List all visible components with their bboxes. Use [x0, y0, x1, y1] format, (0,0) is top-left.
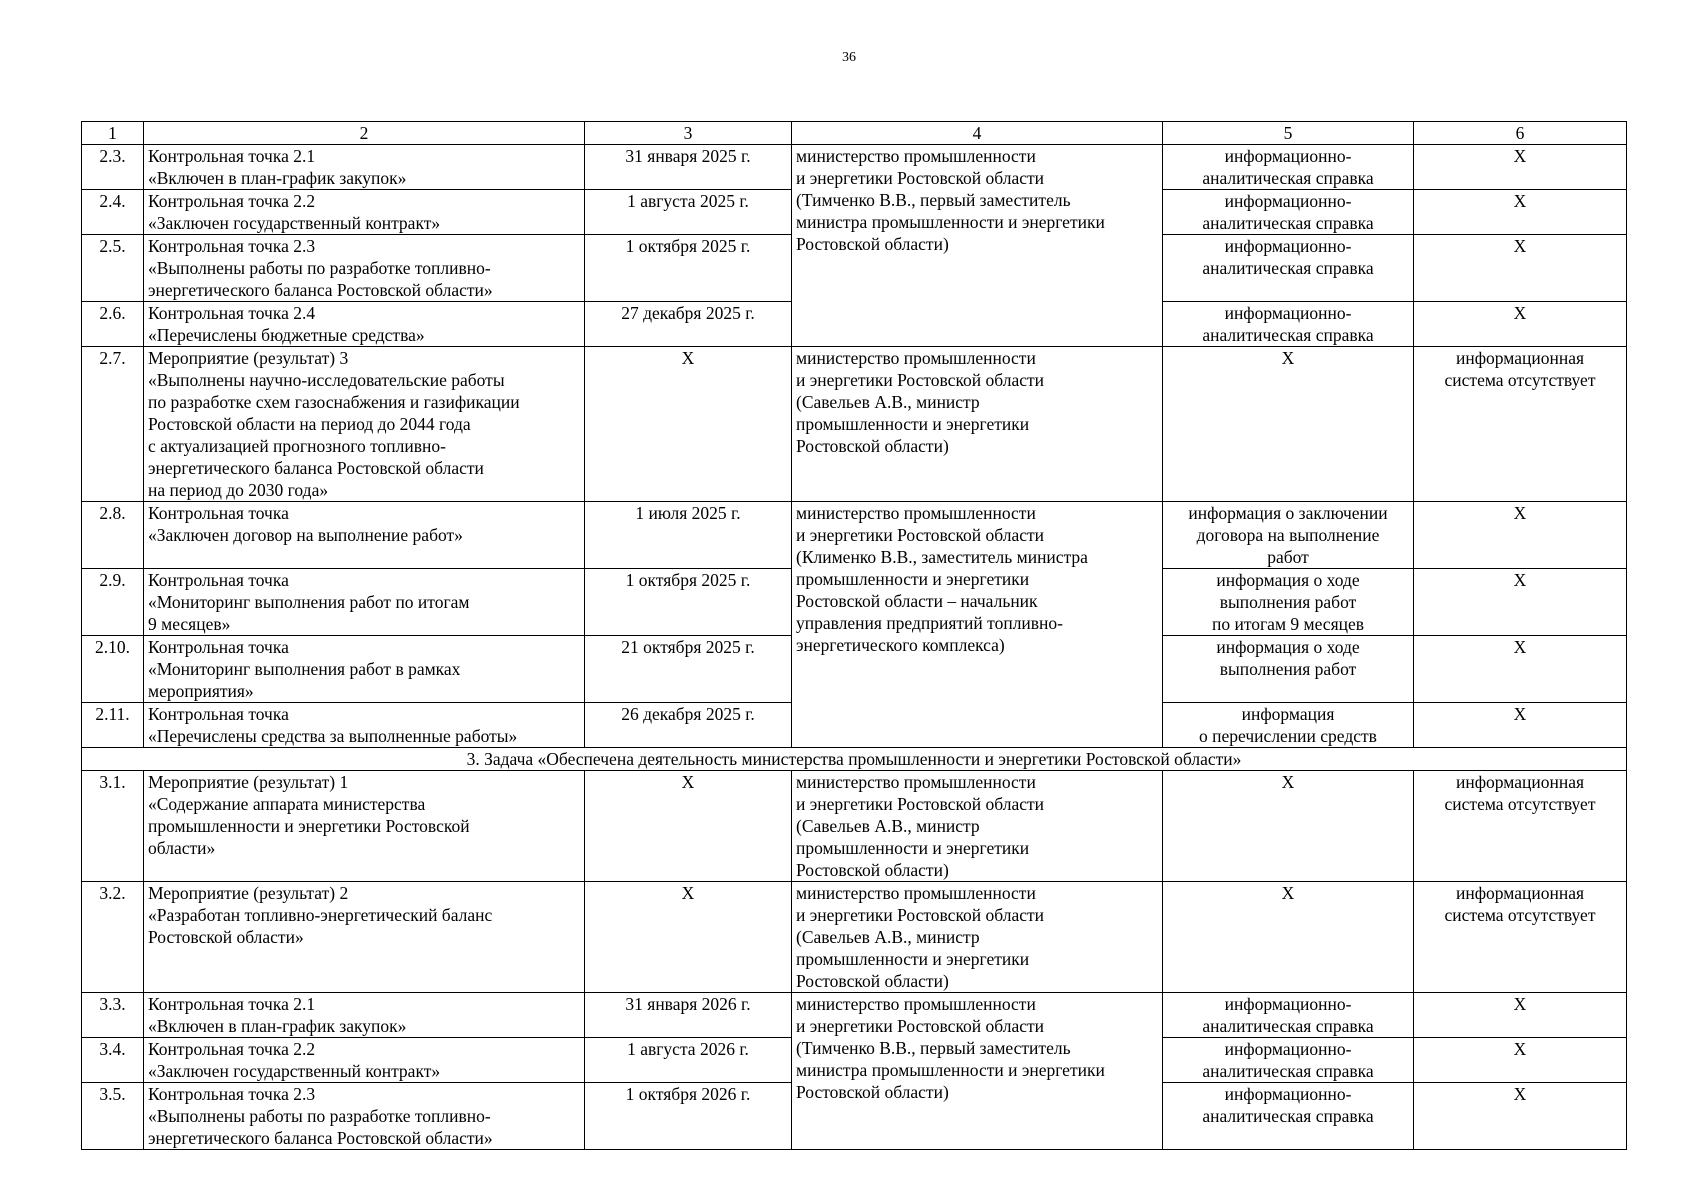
row-system: информационная система отсутствует	[1414, 771, 1627, 882]
row-number: 2.6.	[82, 302, 144, 347]
header-cell-1: 1	[82, 122, 144, 145]
row-name: Контрольная точка 2.2 «Заключен государственный контракт»	[144, 190, 585, 235]
row-document: Х	[1163, 882, 1414, 993]
row-date: 1 августа 2026 г.	[585, 1038, 792, 1083]
header-cell-3: 3	[585, 122, 792, 145]
row-document: информационно- аналитическая справка	[1163, 235, 1414, 302]
row-system: Х	[1414, 302, 1627, 347]
row-document: информационно- аналитическая справка	[1163, 1083, 1414, 1150]
row-name: Контрольная точка 2.4 «Перечислены бюджетные средства»	[144, 302, 585, 347]
row-date: 1 октября 2025 г.	[585, 235, 792, 302]
row-number: 3.2.	[82, 882, 144, 993]
row-document: информация о ходе выполнения работ по итогам 9 месяцев	[1163, 569, 1414, 636]
row-system: информационная система отсутствует	[1414, 882, 1627, 993]
page-number: 36	[842, 50, 856, 65]
header-cell-4: 4	[792, 122, 1163, 145]
row-number: 2.7.	[82, 347, 144, 502]
header-cell-5: 5	[1163, 122, 1414, 145]
row-document: Х	[1163, 771, 1414, 882]
row-system: Х	[1414, 235, 1627, 302]
row-system: Х	[1414, 569, 1627, 636]
row-system: Х	[1414, 1038, 1627, 1083]
row-document: информация о перечислении средств	[1163, 703, 1414, 748]
row-date: 31 января 2026 г.	[585, 993, 792, 1038]
row-name: Контрольная точка «Мониторинг выполнения работ в рамках мероприятия»	[144, 636, 585, 703]
row-date: 31 января 2025 г.	[585, 145, 792, 190]
header-cell-6: 6	[1414, 122, 1627, 145]
header-row	[82, 122, 1627, 145]
row-document: информационно- аналитическая справка	[1163, 302, 1414, 347]
row-number: 3.5.	[82, 1083, 144, 1150]
section-title: 3. Задача «Обеспечена деятельность министерства промышленности и энергетики Ростовской области»	[82, 748, 1627, 771]
row-document: информационно- аналитическая справка	[1163, 145, 1414, 190]
row-system: Х	[1414, 145, 1627, 190]
row-date: 1 октября 2025 г.	[585, 569, 792, 636]
row-name: Контрольная точка 2.2 «Заключен государственный контракт»	[144, 1038, 585, 1083]
row-responsible: министерство промышленности и энергетики Ростовской области (Тимченко В.В., первый заместитель министра промышленности и энергетики Ростовской области)	[792, 993, 1163, 1150]
row-system: информационная система отсутствует	[1414, 347, 1627, 502]
row-name: Контрольная точка 2.1 «Включен в план-график закупок»	[144, 993, 585, 1038]
section-row	[82, 748, 1627, 771]
row-number: 2.8.	[82, 502, 144, 569]
row-system: Х	[1414, 993, 1627, 1038]
table-row	[82, 771, 1627, 882]
row-responsible: министерство промышленности и энергетики Ростовской области (Савельев А.В., министр промышленности и энергетики Ростовской области)	[792, 347, 1163, 502]
row-number: 2.11.	[82, 703, 144, 748]
row-date: 1 августа 2025 г.	[585, 190, 792, 235]
row-date: Х	[585, 347, 792, 502]
row-date: 26 декабря 2025 г.	[585, 703, 792, 748]
row-document: Х	[1163, 347, 1414, 502]
row-date: 27 декабря 2025 г.	[585, 302, 792, 347]
row-name: Контрольная точка «Перечислены средства за выполненные работы»	[144, 703, 585, 748]
row-document: информация о ходе выполнения работ	[1163, 636, 1414, 703]
row-number: 2.9.	[82, 569, 144, 636]
row-system: Х	[1414, 502, 1627, 569]
row-name: Мероприятие (результат) 1 «Содержание аппарата министерства промышленности и энергетики Ростовской области»	[144, 771, 585, 882]
row-name: Контрольная точка 2.3 «Выполнены работы по разработке топливно- энергетического баланса Ростовской области»	[144, 1083, 585, 1150]
header-cell-2: 2	[144, 122, 585, 145]
row-number: 3.1.	[82, 771, 144, 882]
table-row	[82, 502, 1627, 569]
row-document: информация о заключении договора на выполнение работ	[1163, 502, 1414, 569]
row-system: Х	[1414, 190, 1627, 235]
row-system: Х	[1414, 1083, 1627, 1150]
row-date: 21 октября 2025 г.	[585, 636, 792, 703]
row-name: Контрольная точка «Заключен договор на выполнение работ»	[144, 502, 585, 569]
row-document: информационно- аналитическая справка	[1163, 993, 1414, 1038]
row-number: 3.3.	[82, 993, 144, 1038]
row-date: Х	[585, 882, 792, 993]
row-date: Х	[585, 771, 792, 882]
table-row	[82, 882, 1627, 993]
row-name: Контрольная точка 2.3 «Выполнены работы по разработке топливно- энергетического баланса Ростовской области»	[144, 235, 585, 302]
row-responsible: министерство промышленности и энергетики Ростовской области (Клименко В.В., заместитель министра промышленности и энергетики Ростовской области – начальник управления предприятий топливно- энергетического комплекса)	[792, 502, 1163, 748]
row-system: Х	[1414, 636, 1627, 703]
row-name: Контрольная точка 2.1 «Включен в план-график закупок»	[144, 145, 585, 190]
row-responsible: министерство промышленности и энергетики Ростовской области (Тимченко В.В., первый заместитель министра промышленности и энергетики Ростовской области)	[792, 145, 1163, 347]
row-date: 1 октября 2026 г.	[585, 1083, 792, 1150]
row-number: 3.4.	[82, 1038, 144, 1083]
row-system: Х	[1414, 703, 1627, 748]
row-number: 2.3.	[82, 145, 144, 190]
row-name: Контрольная точка «Мониторинг выполнения работ по итогам 9 месяцев»	[144, 569, 585, 636]
row-number: 2.5.	[82, 235, 144, 302]
row-document: информационно- аналитическая справка	[1163, 1038, 1414, 1083]
row-responsible: министерство промышленности и энергетики Ростовской области (Савельев А.В., министр промышленности и энергетики Ростовской области)	[792, 771, 1163, 882]
row-name: Мероприятие (результат) 2 «Разработан топливно-энергетический баланс Ростовской области»	[144, 882, 585, 993]
row-responsible: министерство промышленности и энергетики Ростовской области (Савельев А.В., министр промышленности и энергетики Ростовской области)	[792, 882, 1163, 993]
row-number: 2.4.	[82, 190, 144, 235]
row-name: Мероприятие (результат) 3 «Выполнены научно-исследовательские работы по разработке схем газоснабжения и газификации Ростовской области на период до 2044 года с актуализацией прогнозного топливно- энергетического баланса Ростовской области на период до 2030 года»	[144, 347, 585, 502]
plan-table	[81, 121, 1627, 1150]
table-row	[82, 993, 1627, 1038]
table-row	[82, 347, 1627, 502]
table-row	[82, 145, 1627, 190]
row-document: информационно- аналитическая справка	[1163, 190, 1414, 235]
row-date: 1 июля 2025 г.	[585, 502, 792, 569]
row-number: 2.10.	[82, 636, 144, 703]
